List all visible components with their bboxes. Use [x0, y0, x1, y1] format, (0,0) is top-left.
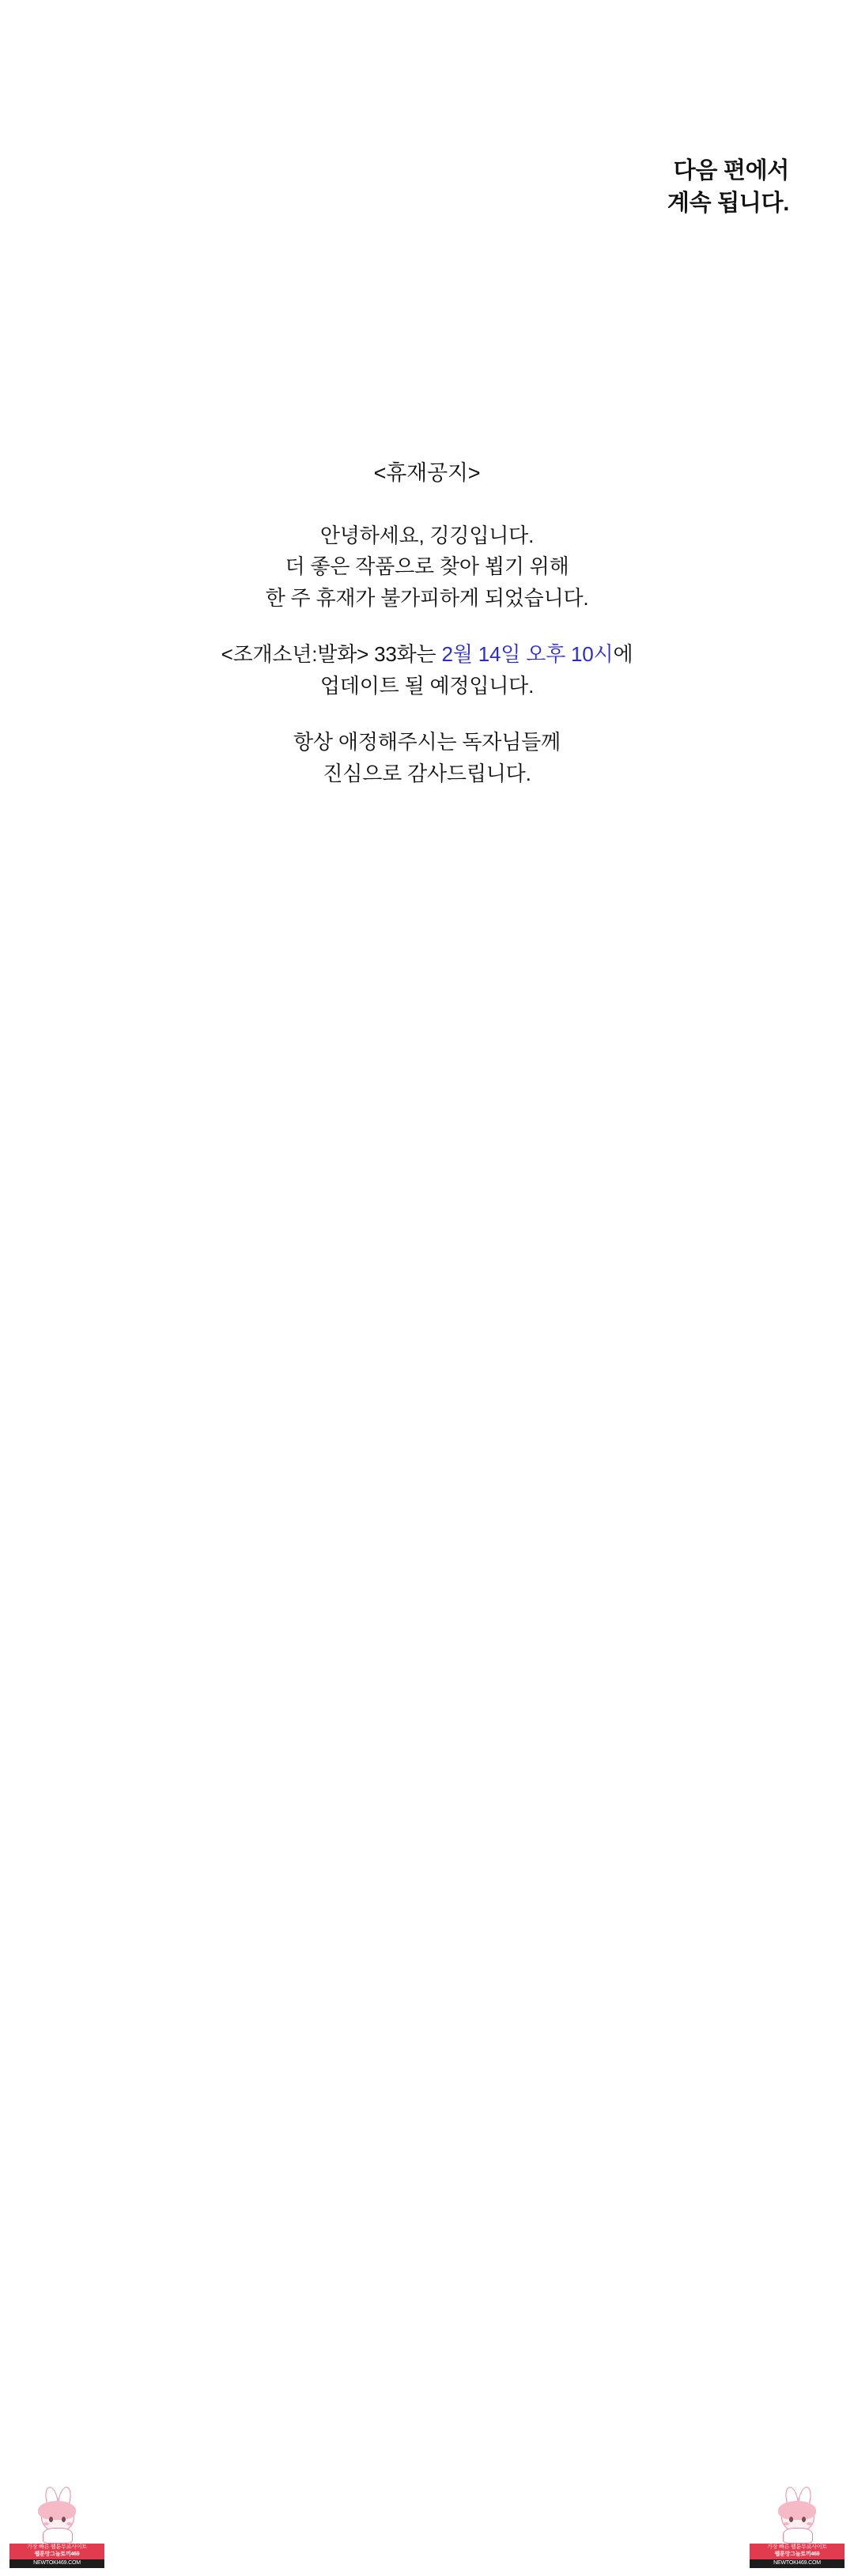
notice-greeting-line-2: 더 좋은 작품으로 찾아 뵙기 위해 — [285, 554, 569, 579]
bunny-mascot-icon — [19, 2485, 95, 2542]
watermark-right — [750, 2485, 845, 2568]
notice-greeting-line-1: 안녕하세요, 깅깅입니다. — [319, 523, 535, 547]
watermark-banner-line-1: 가장 빠른 웹툰무료사이트 — [27, 2544, 87, 2551]
watermark-banner-line-2: 웹툰망그늘토끼469 — [34, 2551, 80, 2558]
notice-title: <휴재공지> — [373, 461, 481, 485]
watermark-banner — [750, 2544, 845, 2559]
notice-schedule-date: 2월 14일 오후 10시 — [441, 642, 614, 667]
notice-thanks-line-2: 진심으로 감사드립니다. — [323, 761, 531, 785]
notice-schedule-prefix: <조개소년:발화> 33화는 — [221, 642, 442, 667]
watermark-left — [9, 2485, 104, 2568]
watermark-banner — [9, 2544, 104, 2559]
notice-schedule-line-1 — [0, 639, 854, 671]
notice-greeting — [0, 520, 854, 615]
notice-schedule — [0, 639, 854, 702]
notice-schedule-line-2: 업데이트 될 예정입니다. — [319, 673, 535, 698]
watermark-banner-line-2: 웹툰망그늘토끼469 — [774, 2551, 820, 2558]
bunny-mascot-icon — [759, 2485, 835, 2542]
closing-line-2: 계속 됩니다. — [667, 191, 789, 217]
notice-thanks-line-1: 항상 애정해주시는 독자님들께 — [293, 730, 561, 755]
watermark-url: NEWTOKI469.COM — [9, 2559, 104, 2568]
watermark-banner-line-1: 가장 빠른 웹툰무료사이트 — [767, 2544, 827, 2551]
notice-schedule-suffix: 에 — [613, 642, 633, 667]
notice-thanks — [0, 727, 854, 789]
closing-message — [667, 155, 789, 220]
hiatus-notice — [0, 459, 854, 789]
closing-line-1: 다음 편에서 — [673, 158, 789, 183]
watermark-url: NEWTOKI469.COM — [750, 2559, 845, 2568]
notice-greeting-line-3: 한 주 휴재가 불가피하게 되었습니다. — [265, 585, 589, 610]
